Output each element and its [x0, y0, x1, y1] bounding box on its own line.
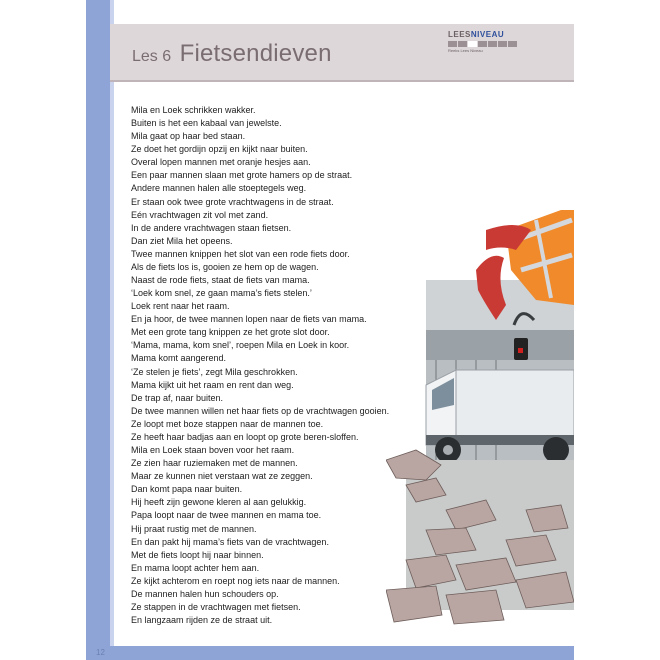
line-text: Met een grote tang knippen ze het grote slot door.	[131, 327, 330, 338]
text-line	[86, 523, 426, 536]
text-line	[86, 509, 426, 522]
lees-niveau-logo	[448, 30, 524, 68]
text-line	[86, 143, 426, 156]
line-number: 35	[95, 551, 102, 558]
line-text: Overal lopen mannen met oranje hesjes aan.	[131, 157, 311, 168]
line-number: 15	[95, 290, 102, 297]
level-bar	[448, 41, 518, 47]
text-line	[86, 209, 426, 222]
line-number: 32	[95, 512, 102, 519]
line-number: 33	[95, 525, 102, 532]
text-line	[86, 196, 426, 209]
line-number: 5	[98, 159, 102, 166]
story-text	[86, 104, 426, 627]
text-line	[86, 287, 426, 300]
line-text: Naast de rode fiets, staat de fiets van mama.	[131, 275, 310, 286]
line-text: Dan ziet Mila het opeens.	[131, 235, 233, 246]
text-line	[86, 601, 426, 614]
text-line	[86, 431, 426, 444]
line-number: 21	[95, 368, 102, 375]
line-number: 14	[95, 277, 102, 284]
line-text: Ze kijkt achterom en roept nog iets naar de mannen.	[131, 575, 340, 586]
text-line	[86, 496, 426, 509]
line-text: Ze doet het gordijn opzij en kijkt naar buiten.	[131, 144, 308, 155]
text-line	[86, 352, 426, 365]
line-number: 31	[95, 499, 102, 506]
line-number: 6	[98, 172, 102, 179]
text-line	[86, 470, 426, 483]
line-number: 2	[98, 120, 102, 127]
text-line	[86, 261, 426, 274]
line-number: 8	[98, 198, 102, 205]
line-text: ‘Mama, mama, kom snel’, roepen Mila en Loek in koor.	[131, 340, 350, 351]
line-text: Met de fiets loopt hij naar binnen.	[131, 549, 264, 560]
text-line	[86, 248, 426, 261]
line-number: 20	[95, 355, 102, 362]
line-text: Er staan ook twee grote vrachtwagens in de straat.	[131, 196, 334, 207]
text-line	[86, 182, 426, 195]
line-text: En mama loopt achter hem aan.	[131, 562, 260, 573]
line-text: Hij heeft zijn gewone kleren al aan gelukkig.	[131, 497, 307, 508]
line-text: ‘Ze stelen je fiets’, zegt Mila geschrokken.	[131, 366, 298, 377]
text-line	[86, 130, 426, 143]
line-text: In de andere vrachtwagen staan fietsen.	[131, 222, 292, 233]
line-text: Hij praat rustig met de mannen.	[131, 523, 257, 534]
text-line	[86, 483, 426, 496]
lesson-title	[132, 40, 332, 68]
line-text: Ze loopt met boze stappen naar de mannen toe.	[131, 418, 324, 429]
line-text: De trap af, naar buiten.	[131, 392, 224, 403]
line-text: Mila gaat op haar bed staan.	[131, 131, 246, 142]
line-number: 1	[98, 107, 102, 113]
text-line	[86, 313, 426, 326]
text-line	[86, 614, 426, 627]
line-number: 24	[95, 407, 102, 414]
text-line	[86, 405, 426, 418]
header-top-strip	[110, 0, 574, 24]
text-line	[86, 222, 426, 235]
logo-subtitle: Reeks Lees Niveau	[448, 48, 483, 53]
line-number: 23	[95, 394, 102, 401]
line-number: 9	[98, 211, 102, 218]
text-line	[86, 418, 426, 431]
line-number: 37	[95, 577, 102, 584]
line-number: 22	[95, 381, 102, 388]
line-number: 11	[96, 237, 102, 244]
line-number: 17	[95, 316, 102, 323]
text-line	[86, 575, 426, 588]
line-text: Mama kijkt uit het raam en rent dan weg.	[131, 379, 294, 390]
roadworks-bicycle-photo	[386, 210, 574, 630]
line-number: 4	[98, 146, 102, 153]
line-number: 12	[95, 250, 102, 257]
logo-title: LEESNIVEAU	[448, 30, 505, 39]
line-text: Een paar mannen slaan met grote hamers op de straat.	[131, 170, 353, 181]
text-line	[86, 366, 426, 379]
line-text: Twee mannen knippen het slot van een rode fiets door.	[131, 248, 350, 259]
line-number: 19	[95, 342, 102, 349]
text-line	[86, 339, 426, 352]
line-number: 16	[95, 303, 102, 310]
page-number: 12	[96, 648, 105, 657]
line-number: 27	[95, 447, 102, 454]
line-text: Eén vrachtwagen zit vol met zand.	[131, 209, 269, 220]
line-number: 36	[95, 564, 102, 571]
line-text: Mila en Loek staan boven voor het raam.	[131, 445, 295, 456]
line-text: Andere mannen halen alle stoeptegels weg.	[131, 183, 307, 194]
line-text: En ja hoor, de twee mannen lopen naar de fiets van mama.	[131, 314, 367, 325]
line-number: 10	[95, 224, 102, 231]
text-line	[86, 156, 426, 169]
line-number: 34	[95, 538, 102, 545]
line-text: Mama komt aangerend.	[131, 353, 227, 364]
line-text: En dan pakt hij mama’s fiets van de vrachtwagen.	[131, 536, 329, 547]
text-line	[86, 104, 426, 117]
line-text: Als de fiets los is, gooien ze hem op de wagen.	[131, 261, 319, 272]
line-text: Papa loopt naar de twee mannen en mama toe.	[131, 510, 322, 521]
text-line	[86, 300, 426, 313]
text-line	[86, 457, 426, 470]
text-line	[86, 379, 426, 392]
text-line	[86, 235, 426, 248]
text-line	[86, 117, 426, 130]
footer-bar	[110, 646, 574, 660]
line-number: 38	[95, 590, 102, 597]
line-number: 30	[95, 486, 102, 493]
line-text: En langzaam rijden ze de straat uit.	[131, 615, 273, 626]
line-text: Maar ze kunnen niet verstaan wat ze zeggen.	[131, 471, 313, 482]
line-text: ‘Loek kom snel, ze gaan mama’s fiets stelen.’	[131, 288, 312, 299]
line-number: 40	[95, 617, 102, 624]
text-line	[86, 444, 426, 457]
line-text: Ze stappen in de vrachtwagen met fietsen.	[131, 601, 301, 612]
lesson-number: Les 6	[132, 48, 172, 65]
line-number: 29	[95, 473, 102, 480]
line-number: 13	[95, 263, 102, 270]
line-text: De mannen halen hun schouders op.	[131, 588, 279, 599]
line-number: 28	[95, 460, 102, 467]
line-number: 25	[95, 420, 102, 427]
text-line	[86, 549, 426, 562]
line-text: Mila en Loek schrikken wakker.	[131, 105, 256, 115]
text-line	[86, 588, 426, 601]
lesson-header	[110, 24, 574, 82]
text-line	[86, 274, 426, 287]
page	[86, 0, 574, 660]
line-number: 26	[95, 433, 102, 440]
line-text: Ze heeft haar badjas aan en loopt op grote beren-sloffen.	[131, 431, 359, 442]
line-text: Ze zien haar ruziemaken met de mannen.	[131, 458, 298, 469]
text-line	[86, 392, 426, 405]
line-text: De twee mannen willen net haar fiets op de vrachtwagen gooien.	[131, 405, 390, 416]
text-line	[86, 326, 426, 339]
text-line	[86, 536, 426, 549]
line-number: 39	[95, 603, 102, 610]
lesson-name: Fietsendieven	[179, 40, 332, 67]
line-number: 7	[98, 185, 102, 192]
line-number: 18	[95, 329, 102, 336]
line-text: Dan komt papa naar buiten.	[131, 484, 243, 495]
line-text: Loek rent naar het raam.	[131, 301, 230, 312]
line-number: 3	[98, 133, 102, 140]
text-line	[86, 562, 426, 575]
text-line	[86, 169, 426, 182]
line-text: Buiten is het een kabaal van jewelste.	[131, 118, 282, 129]
